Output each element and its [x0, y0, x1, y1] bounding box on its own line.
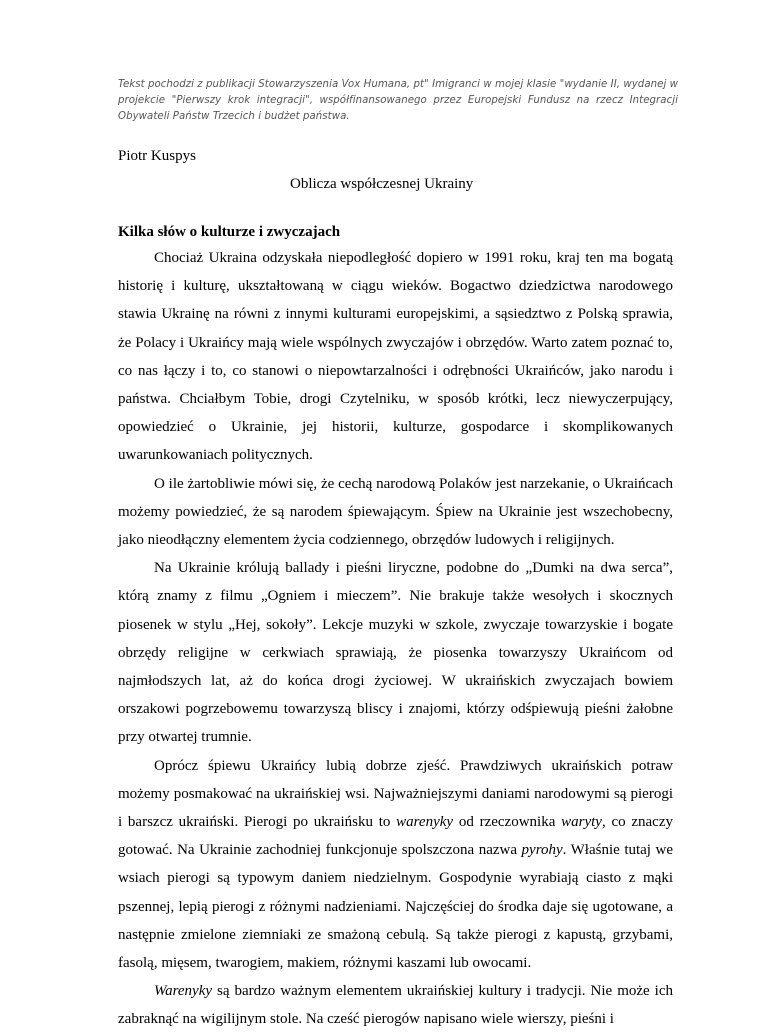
text-run: od rzeczownika	[453, 814, 562, 831]
paragraph: Na Ukrainie królują ballady i pieśni liryczne, podobne do „Dumki na dwa serca”, którą znamy z filmu „Ogniem i mieczem”. Nie brakuje także wesołych i skocznych piosenek w stylu „Hej, sokoły”. Lekcje muzyki w szkole, zwyczaje towarzyskie i bogate obrzędy religijne w cerkwiach sprawiają, że piosenka towarzyszy Ukraińcom od najmłodszych lat, aż do końca drogi życiowej. W ukraińskich zwyczajach bowiem orszakowi pogrzebowemu towarzyszą bliscy i znajomi, którzy odśpiewują pieśni żałobne przy otwartej trumnie.	[118, 560, 673, 746]
author-name: Piotr Kuspys	[118, 148, 196, 164]
article-body	[118, 244, 673, 1034]
italic-term: warenyky	[396, 814, 454, 831]
paragraph: O ile żartobliwie mówi się, że cechą narodową Polaków jest narzekanie, o Ukraińcach możemy powiedzieć, że są narodem śpiewającym. Śpiew na Ukrainie jest wszechobecny, jako nieodłączny elementem życia codziennego, obrzędów ludowych i religijnych.	[118, 475, 673, 549]
paragraph	[118, 977, 673, 1033]
text-run: są bardzo ważnym elementem ukraińskiej kultury i tradycji. Nie może ich zabraknąć na wigilijnym stole. Na cześć pierogów napisano wiele wierszy, pieśni i	[118, 983, 673, 1028]
italic-term: waryty	[561, 814, 602, 831]
italic-term: Warenyky	[154, 983, 213, 1000]
text-run: . Właśnie tutaj we wsiach pierogi są typowym daniem niedzielnym. Gospodynie wyrabiają ciasto z mąki pszennej, lepią pierogi z różnymi nadzieniami. Najczęściej do środka daje się ugotowane, a następnie zmielone ziemniaki ze smażoną cebulą. Są także pierogi z kapustą, grzybami, fasolą, mięsem, twarogiem, makiem, różnymi kaszami lub owocami.	[118, 842, 673, 972]
text-run: Oprócz śpiewu Ukraińcy lubią dobrze zjeść. Prawdziwych ukraińskich potraw możemy posmakować na ukraińskiej wsi. Najważniejszymi daniami narodowymi są pierogi i barszcz ukraiński. Pierogi po ukraińsku to	[118, 757, 673, 831]
section-heading: Kilka słów o kulturze i zwyczajach	[118, 224, 341, 240]
italic-term: pyrohy	[521, 842, 563, 859]
paragraph	[118, 752, 673, 978]
text-run: , co znaczy gotować. Na Ukrainie zachodniej funkcjonuje spolszczona nazwa	[118, 814, 673, 859]
paragraph: Chociaż Ukraina odzyskała niepodległość dopiero w 1991 roku, kraj ten ma bogatą historię i kulturę, ukształtowaną w ciągu wieków. Bogactwo dziedzictwa narodowego stawia Ukrainę na równi z innymi kulturami europejskimi, a sąsiedztwo z Polską sprawia, że Polacy i Ukraińcy mają wiele wspólnych zwyczajów i obrzędów. Warto zatem poznać to, co nas łączy i to, co stanowi o niepowtarzalności i odrębności Ukraińców, jako narodu i państwa. Chciałbym Tobie, drogi Czytelniku, w sposób krótki, lecz niewyczerpujący, opowiedzieć o Ukrainie, jej historii, kulturze, gospodarce i skomplikowanych uwarunkowaniach politycznych.	[118, 250, 673, 464]
article-title: Oblicza współczesnej Ukrainy	[290, 176, 474, 192]
source-note: Tekst pochodzi z publikacji Stowarzyszenia Vox Humana, pt" Imigranci w mojej klasie "wydanie II, wydanej w projekcie "Pierwszy krok integracji", współfinansowanego przez Europejski Fundusz na rzecz Integracji Obywateli Państw Trzecich i budżet państwa.	[118, 79, 678, 122]
